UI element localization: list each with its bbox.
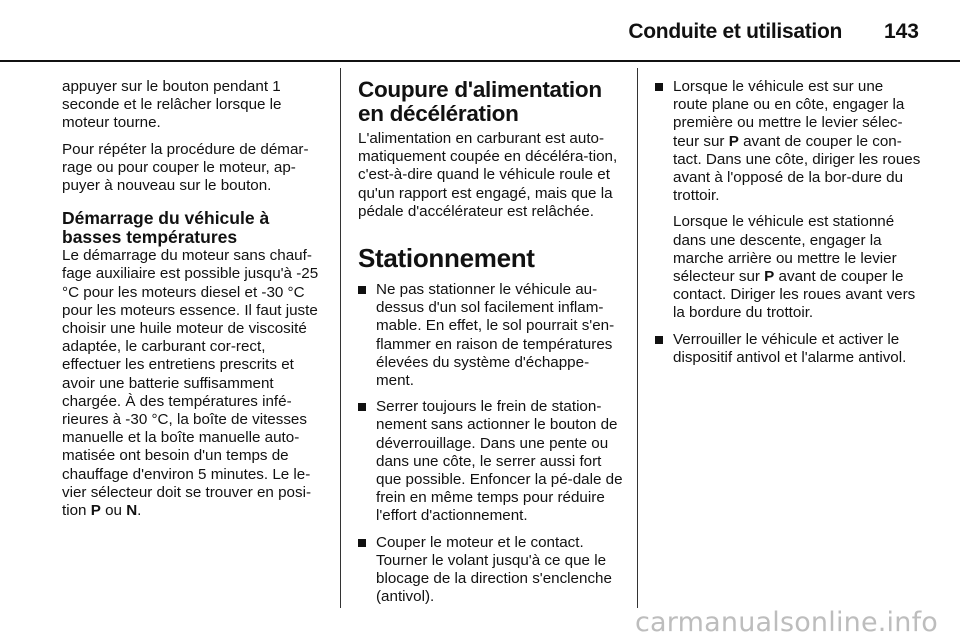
bullet-icon [358, 286, 366, 294]
text: Lorsque le véhicule est stationné dans une descente, engager la marche arrière ou mettre le levier sélecteur sur [673, 213, 897, 286]
column-divider [637, 68, 638, 608]
list-item [358, 398, 624, 525]
text: Le démarrage du moteur sans chauf-fage auxiliaire est possible jusqu'à -25 °C pour les moteurs diesel et -30 °C pour les moteurs essence. Il faut juste choisir une huile moteur de viscosité adaptée, le carburant cor-rect, effectuer les entretiens prescrits et avoir une batterie suffisamment chargée. À des températures infé-rieures à -30 °C, la boîte de vitesses manuelle et la boîte manuelle auto-matisée ont besoin d'un temps de chauffage d'environ 5 minutes. Le le-vier sélecteur doit se trouver en posi-tion [62, 247, 319, 520]
paragraph: Pour répéter la procédure de démar-rage ou pour couper le moteur, ap-puyer à nouveau sur le bouton. [62, 140, 309, 195]
section-heading: Coupure d'alimentation en décélération [358, 77, 602, 126]
header-rule [0, 60, 960, 62]
text: Lorsque le véhicule est sur une route plane ou en côte, engager la première ou mettre le levier sélec-teur sur [673, 78, 905, 150]
bullet-icon [655, 336, 663, 344]
column-divider [340, 68, 341, 608]
paragraph [673, 78, 921, 205]
text: . [137, 502, 142, 520]
list-item-text: Couper le moteur et le contact. Tourner le volant jusqu'à ce que le blocage de la direction s'enclenche (antivol). [376, 533, 612, 606]
list-item [358, 281, 624, 390]
column-1 [62, 78, 328, 528]
page-number: 143 [883, 20, 919, 43]
paragraph: appuyer sur le bouton pendant 1 seconde et le relâcher lorsque le moteur tourne. [62, 78, 282, 132]
bold-text: N [126, 502, 138, 520]
bold-text: P [728, 132, 739, 150]
list-item-text: Serrer toujours le frein de station-nement sans actionner le bouton de déverrouillage. Dans une pente ou dans une côte, le serrer aussi fort que possible. Enfoncer la pé-dale de frein en même temps pour réduire l'effort d'actionnement. [376, 398, 623, 525]
bold-text: P [764, 268, 775, 286]
list-item-text: Ne pas stationner le véhicule au-dessus d'un sol facilement inflam-mable. En effet, le sol pourrait s'en-flammer en raison de températures élevées du système d'échappe-ment. [376, 281, 615, 390]
column-2 [358, 78, 624, 614]
bullet-icon [358, 403, 366, 411]
paragraph [673, 213, 921, 322]
list-item [655, 78, 921, 323]
column-3 [655, 78, 921, 375]
bullet-list [358, 281, 624, 606]
bold-text: P [90, 502, 101, 520]
section-title: Stationnement [358, 243, 535, 274]
text: avant de couper le con-tact. Dans une côte, diriger les roues avant à l'opposé de la bor-dure du trottoir. [673, 132, 921, 205]
subsection-heading: Démarrage du véhicule à basses températures [62, 208, 270, 248]
paragraph [62, 247, 328, 520]
page-header [0, 0, 960, 60]
list-item-text: Verrouiller le véhicule et activer le dispositif antivol et l'alarme antivol. [673, 330, 907, 366]
bullet-list [655, 78, 921, 367]
list-item [655, 331, 921, 367]
chapter-title: Conduite et utilisation [628, 20, 842, 43]
bullet-icon [358, 539, 366, 547]
text: ou [100, 502, 127, 520]
watermark: carmanualsonline.info [635, 607, 938, 638]
text: avant de couper le contact. Diriger les roues avant vers la bordure du trottoir. [673, 268, 916, 322]
bullet-icon [655, 83, 663, 91]
list-item [358, 534, 624, 607]
paragraph: L'alimentation en carburant est auto-matiquement coupée en décéléra-tion, c'est-à-dire quand le véhicule roule et qu'un rapport est engagé, mais que la pédale d'accélérateur est relâchée. [358, 130, 618, 220]
